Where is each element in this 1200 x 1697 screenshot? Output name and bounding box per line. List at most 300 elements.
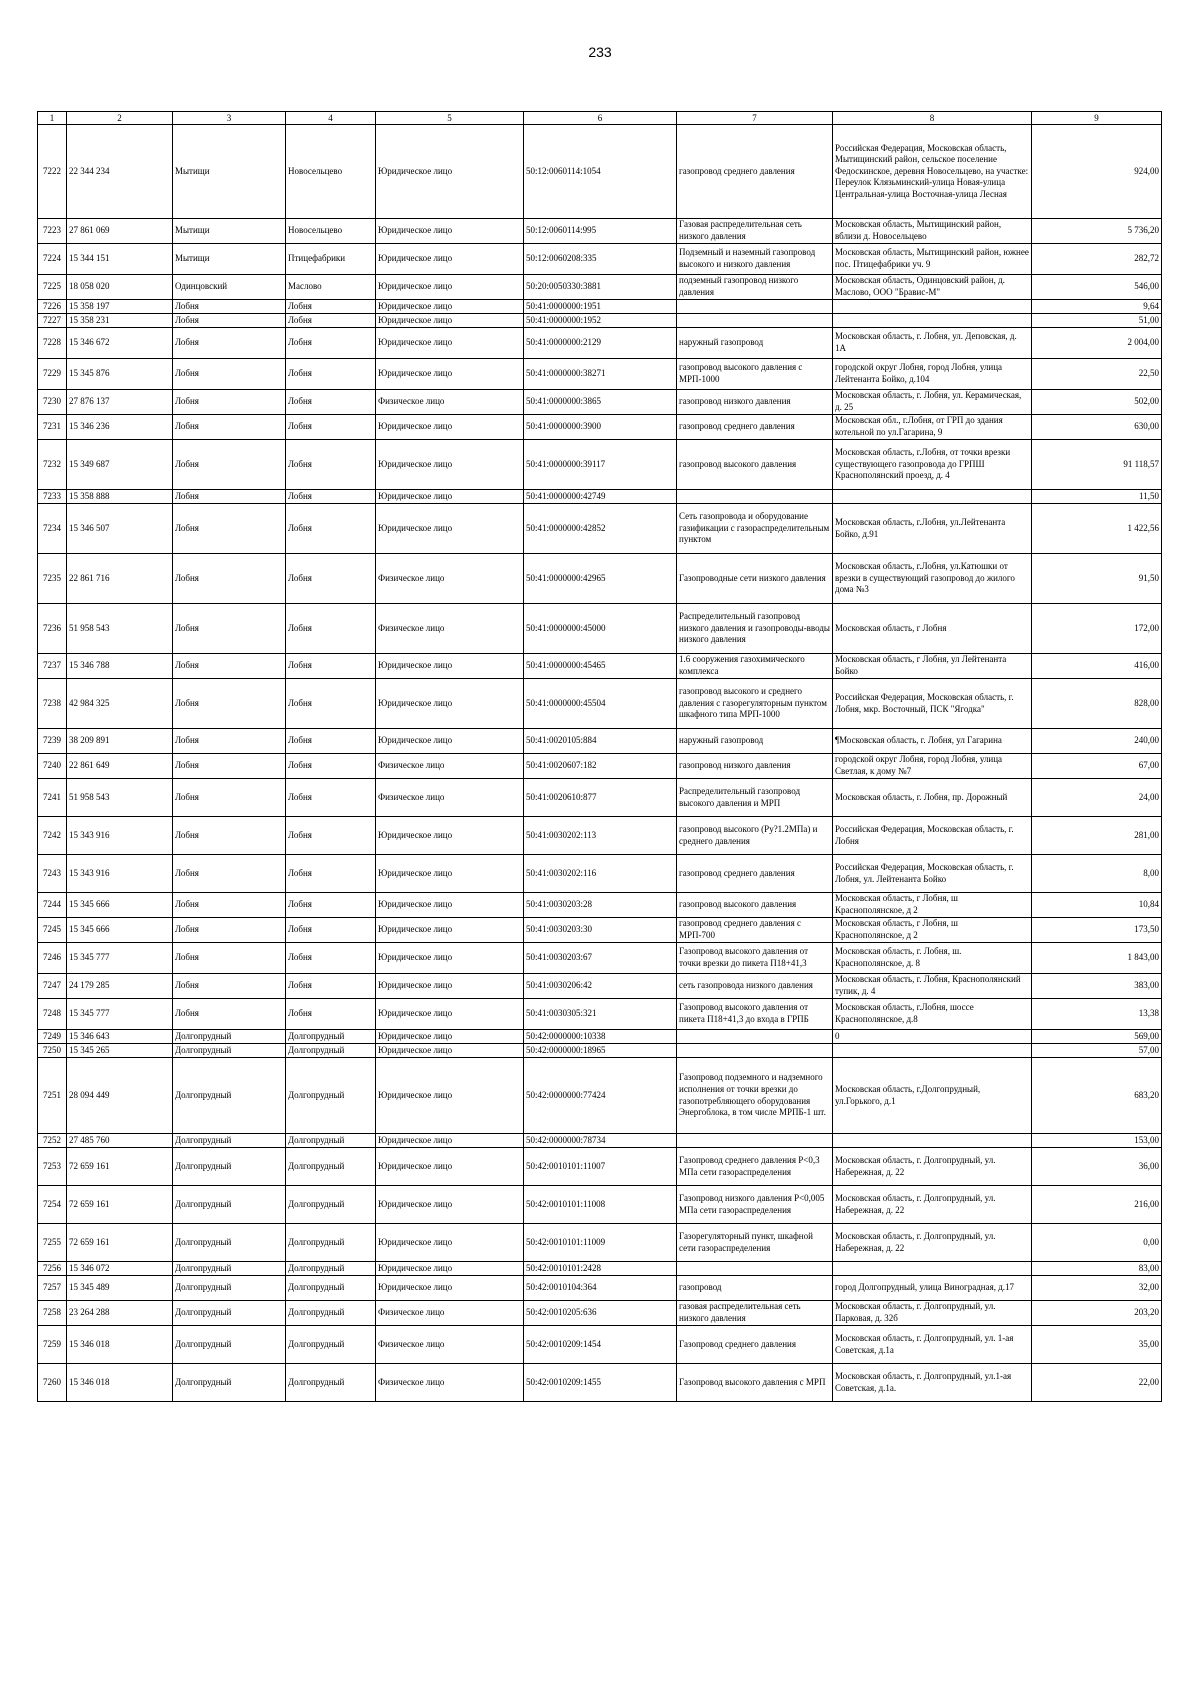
owner-type-cell: Юридическое лицо (376, 125, 524, 219)
value-cell: 203,20 (1032, 1301, 1162, 1326)
cadastral-number-cell: 50:12:0060208:335 (524, 244, 677, 275)
locality-cell: Долгопрудный (286, 1364, 376, 1402)
table-row (38, 1326, 1162, 1364)
cadastral-number-cell: 50:41:0030202:113 (524, 817, 677, 855)
cadastral-number-cell: 50:42:0010104:364 (524, 1276, 677, 1301)
locality-cell: Лобня (286, 604, 376, 654)
address-cell: Московская область, г. Долгопрудный, ул. Набережная, д. 22 (833, 1186, 1032, 1224)
row-number: 7240 (38, 754, 67, 779)
locality-cell: Лобня (286, 999, 376, 1030)
district-cell: Долгопрудный (173, 1224, 286, 1262)
district-cell: Лобня (173, 554, 286, 604)
value-cell: 8,00 (1032, 855, 1162, 893)
cadastral-number-cell: 50:41:0020610:877 (524, 779, 677, 817)
col-header: 6 (524, 112, 677, 125)
district-cell: Мытищи (173, 219, 286, 244)
cadastral-number-cell: 50:41:0000000:42852 (524, 504, 677, 554)
locality-cell: Лобня (286, 359, 376, 390)
code-cell: 15 358 888 (67, 490, 173, 504)
address-cell: Российская Федерация, Московская область, г. Лобня, мкр. Восточный, ПСК "Ягодка" (833, 679, 1032, 729)
code-cell: 15 345 777 (67, 999, 173, 1030)
object-description-cell: Распределительный газопровод высокого давления и МРП (677, 779, 833, 817)
locality-cell: Лобня (286, 490, 376, 504)
object-description-cell: Газовая распределительная сеть низкого давления (677, 219, 833, 244)
table-row (38, 679, 1162, 729)
table-body (38, 125, 1162, 1402)
row-number: 7252 (38, 1134, 67, 1148)
row-number: 7242 (38, 817, 67, 855)
address-cell: Московская область, г Лобня, ш Краснополянское, д 2 (833, 893, 1032, 918)
owner-type-cell: Физическое лицо (376, 390, 524, 415)
value-cell: 11,50 (1032, 490, 1162, 504)
table-row (38, 1058, 1162, 1134)
code-cell: 15 346 236 (67, 415, 173, 440)
code-cell: 72 659 161 (67, 1186, 173, 1224)
cadastral-number-cell: 50:42:0000000:78734 (524, 1134, 677, 1148)
cadastral-number-cell: 50:42:0000000:77424 (524, 1058, 677, 1134)
code-cell: 15 346 643 (67, 1030, 173, 1044)
address-cell: Московская область, г. Лобня, ул. Керамическая, д. 25 (833, 390, 1032, 415)
code-cell: 15 345 876 (67, 359, 173, 390)
col-header: 3 (173, 112, 286, 125)
owner-type-cell: Юридическое лицо (376, 855, 524, 893)
table-row (38, 893, 1162, 918)
district-cell: Лобня (173, 999, 286, 1030)
district-cell: Долгопрудный (173, 1262, 286, 1276)
cadastral-number-cell: 50:41:0000000:1952 (524, 314, 677, 328)
locality-cell: Долгопрудный (286, 1186, 376, 1224)
object-description-cell: сеть газопровода низкого давления (677, 974, 833, 999)
address-cell: городской округ Лобня, город Лобня, улица Лейтенанта Бойко, д.104 (833, 359, 1032, 390)
value-cell: 57,00 (1032, 1044, 1162, 1058)
object-description-cell: Подземный и наземный газопровод высокого и низкого давления (677, 244, 833, 275)
locality-cell: Долгопрудный (286, 1134, 376, 1148)
cadastral-number-cell: 50:42:0010205:636 (524, 1301, 677, 1326)
header-row (38, 112, 1162, 125)
address-cell: Московская область, Мытищинский район, вблизи д. Новосельцево (833, 219, 1032, 244)
locality-cell: Лобня (286, 440, 376, 490)
row-number: 7260 (38, 1364, 67, 1402)
value-cell: 924,00 (1032, 125, 1162, 219)
value-cell: 83,00 (1032, 1262, 1162, 1276)
row-number: 7253 (38, 1148, 67, 1186)
address-cell: Московская область, г. Лобня, Краснополянский тупик, д. 4 (833, 974, 1032, 999)
owner-type-cell: Юридическое лицо (376, 328, 524, 359)
locality-cell: Лобня (286, 554, 376, 604)
address-cell: Московская область, г Лобня, ул Лейтенанта Бойко (833, 654, 1032, 679)
locality-cell: Долгопрудный (286, 1148, 376, 1186)
value-cell: 35,00 (1032, 1326, 1162, 1364)
table-row (38, 1134, 1162, 1148)
table-row (38, 1364, 1162, 1402)
district-cell: Лобня (173, 779, 286, 817)
row-number: 7238 (38, 679, 67, 729)
address-cell: Московская область, Одинцовский район, д. Маслово, ООО "Бравис-М" (833, 275, 1032, 300)
code-cell: 22 861 649 (67, 754, 173, 779)
value-cell: 153,00 (1032, 1134, 1162, 1148)
address-cell: Московская область, г Лобня, ш Краснополянское, д 2 (833, 918, 1032, 943)
table-row (38, 1224, 1162, 1262)
cadastral-number-cell: 50:41:0000000:45465 (524, 654, 677, 679)
code-cell: 72 659 161 (67, 1148, 173, 1186)
owner-type-cell: Юридическое лицо (376, 490, 524, 504)
locality-cell: Лобня (286, 974, 376, 999)
locality-cell: Птицефабрики (286, 244, 376, 275)
owner-type-cell: Юридическое лицо (376, 918, 524, 943)
row-number: 7250 (38, 1044, 67, 1058)
object-description-cell: наружный газопровод (677, 729, 833, 754)
cadastral-number-cell: 50:41:0000000:1951 (524, 300, 677, 314)
district-cell: Лобня (173, 359, 286, 390)
owner-type-cell: Юридическое лицо (376, 244, 524, 275)
table-row (38, 219, 1162, 244)
locality-cell: Долгопрудный (286, 1044, 376, 1058)
address-cell: Московская область, г. Долгопрудный, ул. Набережная, д. 22 (833, 1148, 1032, 1186)
row-number: 7254 (38, 1186, 67, 1224)
object-description-cell: Газопровод высокого давления от пикета П18+41,3 до входа в ГРПБ (677, 999, 833, 1030)
table-row (38, 817, 1162, 855)
value-cell: 13,38 (1032, 999, 1162, 1030)
code-cell: 27 861 069 (67, 219, 173, 244)
code-cell: 15 349 687 (67, 440, 173, 490)
owner-type-cell: Физическое лицо (376, 1301, 524, 1326)
address-cell: город Долгопрудный, улица Виноградная, д.17 (833, 1276, 1032, 1301)
row-number: 7259 (38, 1326, 67, 1364)
owner-type-cell: Юридическое лицо (376, 314, 524, 328)
table-row (38, 490, 1162, 504)
cadastral-number-cell: 50:41:0030203:67 (524, 943, 677, 974)
value-cell: 22,00 (1032, 1364, 1162, 1402)
cadastral-number-cell: 50:42:0010101:11008 (524, 1186, 677, 1224)
district-cell: Долгопрудный (173, 1134, 286, 1148)
value-cell: 24,00 (1032, 779, 1162, 817)
district-cell: Долгопрудный (173, 1044, 286, 1058)
row-number: 7249 (38, 1030, 67, 1044)
district-cell: Лобня (173, 918, 286, 943)
value-cell: 173,50 (1032, 918, 1162, 943)
object-description-cell: подземный газопровод низкого давления (677, 275, 833, 300)
locality-cell: Лобня (286, 943, 376, 974)
registry-table (37, 111, 1162, 1402)
district-cell: Долгопрудный (173, 1301, 286, 1326)
district-cell: Лобня (173, 974, 286, 999)
col-header: 7 (677, 112, 833, 125)
table-row (38, 855, 1162, 893)
row-number: 7246 (38, 943, 67, 974)
cadastral-number-cell: 50:41:0000000:39117 (524, 440, 677, 490)
object-description-cell: газопровод высокого давления (677, 893, 833, 918)
row-number: 7237 (38, 654, 67, 679)
value-cell: 36,00 (1032, 1148, 1162, 1186)
address-cell: ¶Московская область, г. Лобня, ул Гагарина (833, 729, 1032, 754)
object-description-cell: Газопровод низкого давления Р<0,005 МПа сети газораспределения (677, 1186, 833, 1224)
object-description-cell (677, 300, 833, 314)
address-cell: Московская обл., г.Лобня, от ГРП до здания котельной по ул.Гагарина, 9 (833, 415, 1032, 440)
locality-cell: Долгопрудный (286, 1326, 376, 1364)
code-cell: 15 345 666 (67, 918, 173, 943)
owner-type-cell: Юридическое лицо (376, 1044, 524, 1058)
code-cell: 15 358 197 (67, 300, 173, 314)
col-header: 8 (833, 112, 1032, 125)
cadastral-number-cell: 50:41:0000000:45000 (524, 604, 677, 654)
cadastral-number-cell: 50:12:0060114:1054 (524, 125, 677, 219)
table-row (38, 1276, 1162, 1301)
value-cell: 1 422,56 (1032, 504, 1162, 554)
owner-type-cell: Физическое лицо (376, 779, 524, 817)
cadastral-number-cell: 50:41:0030203:30 (524, 918, 677, 943)
object-description-cell: газопровод (677, 1276, 833, 1301)
row-number: 7256 (38, 1262, 67, 1276)
address-cell (833, 1262, 1032, 1276)
object-description-cell (677, 1044, 833, 1058)
address-cell: Российская Федерация, Московская область, г. Лобня, ул. Лейтенанта Бойко (833, 855, 1032, 893)
address-cell: Московская область, г.Лобня, шоссе Краснополянское, д.8 (833, 999, 1032, 1030)
locality-cell: Долгопрудный (286, 1262, 376, 1276)
locality-cell: Лобня (286, 918, 376, 943)
address-cell (833, 314, 1032, 328)
object-description-cell: Распределительный газопровод низкого давления и газопроводы-вводы низкого давления (677, 604, 833, 654)
table-row (38, 125, 1162, 219)
row-number: 7241 (38, 779, 67, 817)
row-number: 7247 (38, 974, 67, 999)
address-cell: Московская область, г. Долгопрудный, ул. Набережная, д. 22 (833, 1224, 1032, 1262)
owner-type-cell: Юридическое лицо (376, 679, 524, 729)
owner-type-cell: Физическое лицо (376, 554, 524, 604)
locality-cell: Лобня (286, 504, 376, 554)
cadastral-number-cell: 50:42:0010101:11009 (524, 1224, 677, 1262)
district-cell: Лобня (173, 300, 286, 314)
value-cell: 172,00 (1032, 604, 1162, 654)
owner-type-cell: Юридическое лицо (376, 654, 524, 679)
row-number: 7255 (38, 1224, 67, 1262)
owner-type-cell: Юридическое лицо (376, 1276, 524, 1301)
object-description-cell: Газорегуляторный пункт, шкафной сети газораспределения (677, 1224, 833, 1262)
code-cell: 15 346 788 (67, 654, 173, 679)
table-row (38, 415, 1162, 440)
row-number: 7235 (38, 554, 67, 604)
code-cell: 22 861 716 (67, 554, 173, 604)
value-cell: 383,00 (1032, 974, 1162, 999)
table-row (38, 440, 1162, 490)
locality-cell: Лобня (286, 300, 376, 314)
object-description-cell: газопровод среднего давления (677, 125, 833, 219)
value-cell: 828,00 (1032, 679, 1162, 729)
locality-cell: Долгопрудный (286, 1301, 376, 1326)
value-cell: 281,00 (1032, 817, 1162, 855)
value-cell: 0,00 (1032, 1224, 1162, 1262)
district-cell: Лобня (173, 415, 286, 440)
code-cell: 15 346 018 (67, 1364, 173, 1402)
cadastral-number-cell: 50:41:0020105:884 (524, 729, 677, 754)
district-cell: Долгопрудный (173, 1058, 286, 1134)
address-cell: Московская область, г. Долгопрудный, ул. 1-ая Советская, д.1а (833, 1326, 1032, 1364)
object-description-cell: Газопроводные сети низкого давления (677, 554, 833, 604)
locality-cell: Лобня (286, 654, 376, 679)
locality-cell: Новосельцево (286, 125, 376, 219)
row-number: 7258 (38, 1301, 67, 1326)
object-description-cell: газопровод среднего давления (677, 855, 833, 893)
address-cell: 0 (833, 1030, 1032, 1044)
value-cell: 5 736,20 (1032, 219, 1162, 244)
locality-cell: Долгопрудный (286, 1224, 376, 1262)
district-cell: Мытищи (173, 125, 286, 219)
address-cell: Московская область, г. Лобня, пр. Дорожный (833, 779, 1032, 817)
table-row (38, 390, 1162, 415)
owner-type-cell: Юридическое лицо (376, 1058, 524, 1134)
table-row (38, 504, 1162, 554)
district-cell: Лобня (173, 754, 286, 779)
owner-type-cell: Физическое лицо (376, 754, 524, 779)
table-row (38, 729, 1162, 754)
object-description-cell: Газопровод высокого давления от точки врезки до пикета П18+41,3 (677, 943, 833, 974)
object-description-cell: газопровод высокого (Ру?1.2МПа) и среднего давления (677, 817, 833, 855)
address-cell (833, 1044, 1032, 1058)
row-number: 7257 (38, 1276, 67, 1301)
table-row (38, 654, 1162, 679)
address-cell: Московская область, г. Лобня, ш. Краснополянское, д. 8 (833, 943, 1032, 974)
district-cell: Лобня (173, 855, 286, 893)
owner-type-cell: Юридическое лицо (376, 974, 524, 999)
owner-type-cell: Юридическое лицо (376, 893, 524, 918)
row-number: 7234 (38, 504, 67, 554)
district-cell: Долгопрудный (173, 1148, 286, 1186)
address-cell: Российская Федерация, Московская область, Мытищинский район, сельское поселение Федоскинское, деревня Новосельцево, на участке: Переулок Клязьминский-улица Новая-улица Центральная-улица Восточная-улица Лесная (833, 125, 1032, 219)
row-number: 7228 (38, 328, 67, 359)
cadastral-number-cell: 50:41:0020607:182 (524, 754, 677, 779)
table-row (38, 275, 1162, 300)
owner-type-cell: Юридическое лицо (376, 1262, 524, 1276)
table-row (38, 918, 1162, 943)
object-description-cell (677, 1030, 833, 1044)
locality-cell: Лобня (286, 679, 376, 729)
value-cell: 91,50 (1032, 554, 1162, 604)
owner-type-cell: Юридическое лицо (376, 440, 524, 490)
table-row (38, 943, 1162, 974)
cadastral-number-cell: 50:42:0010101:2428 (524, 1262, 677, 1276)
locality-cell: Долгопрудный (286, 1276, 376, 1301)
value-cell: 10,84 (1032, 893, 1162, 918)
code-cell: 15 358 231 (67, 314, 173, 328)
object-description-cell: 1.6 сооружения газохимического комплекса (677, 654, 833, 679)
code-cell: 28 094 449 (67, 1058, 173, 1134)
district-cell: Лобня (173, 729, 286, 754)
code-cell: 51 958 543 (67, 604, 173, 654)
owner-type-cell: Физическое лицо (376, 1364, 524, 1402)
locality-cell: Лобня (286, 779, 376, 817)
table-row (38, 974, 1162, 999)
value-cell: 9,64 (1032, 300, 1162, 314)
cadastral-number-cell: 50:20:0050330:3881 (524, 275, 677, 300)
district-cell: Долгопрудный (173, 1276, 286, 1301)
object-description-cell: газопровод среднего давления (677, 415, 833, 440)
col-header: 2 (67, 112, 173, 125)
table-row (38, 604, 1162, 654)
cadastral-number-cell: 50:41:0030206:42 (524, 974, 677, 999)
district-cell: Лобня (173, 314, 286, 328)
locality-cell: Долгопрудный (286, 1030, 376, 1044)
value-cell: 282,72 (1032, 244, 1162, 275)
table-row (38, 328, 1162, 359)
table-row (38, 1301, 1162, 1326)
value-cell: 1 843,00 (1032, 943, 1162, 974)
locality-cell: Лобня (286, 390, 376, 415)
cadastral-number-cell: 50:41:0000000:3900 (524, 415, 677, 440)
value-cell: 216,00 (1032, 1186, 1162, 1224)
owner-type-cell: Юридическое лицо (376, 219, 524, 244)
cadastral-number-cell: 50:42:0010209:1455 (524, 1364, 677, 1402)
table-row (38, 1148, 1162, 1186)
district-cell: Одинцовский (173, 275, 286, 300)
row-number: 7225 (38, 275, 67, 300)
code-cell: 15 345 265 (67, 1044, 173, 1058)
table-row (38, 314, 1162, 328)
address-cell: Московская область, г Лобня (833, 604, 1032, 654)
locality-cell: Долгопрудный (286, 1058, 376, 1134)
table-row (38, 999, 1162, 1030)
owner-type-cell: Юридическое лицо (376, 275, 524, 300)
col-header: 4 (286, 112, 376, 125)
value-cell: 240,00 (1032, 729, 1162, 754)
row-number: 7248 (38, 999, 67, 1030)
owner-type-cell: Юридическое лицо (376, 359, 524, 390)
locality-cell: Лобня (286, 415, 376, 440)
row-number: 7236 (38, 604, 67, 654)
value-cell: 630,00 (1032, 415, 1162, 440)
object-description-cell: Газопровод среднего давления (677, 1326, 833, 1364)
table-row (38, 359, 1162, 390)
value-cell: 67,00 (1032, 754, 1162, 779)
row-number: 7245 (38, 918, 67, 943)
table-row (38, 754, 1162, 779)
locality-cell: Лобня (286, 817, 376, 855)
cadastral-number-cell: 50:41:0000000:2129 (524, 328, 677, 359)
code-cell: 42 984 325 (67, 679, 173, 729)
owner-type-cell: Юридическое лицо (376, 729, 524, 754)
address-cell: Московская область, г. Долгопрудный, ул. Парковая, д. 32б (833, 1301, 1032, 1326)
owner-type-cell: Юридическое лицо (376, 415, 524, 440)
code-cell: 27 485 760 (67, 1134, 173, 1148)
code-cell: 15 343 916 (67, 817, 173, 855)
cadastral-number-cell: 50:42:0000000:18965 (524, 1044, 677, 1058)
address-cell: Московская область, г.Лобня, ул.Катюшки от врезки в существующий газопровод до жилого дома №3 (833, 554, 1032, 604)
table-row (38, 244, 1162, 275)
object-description-cell: Газопровод среднего давления Р<0,3 МПа сети газораспределения (677, 1148, 833, 1186)
value-cell: 32,00 (1032, 1276, 1162, 1301)
value-cell: 91 118,57 (1032, 440, 1162, 490)
row-number: 7227 (38, 314, 67, 328)
object-description-cell: газопровод высокого и среднего давления с газорегуляторным пунктом шкафного типа МРП-1000 (677, 679, 833, 729)
object-description-cell: газопровод среднего давления с МРП-700 (677, 918, 833, 943)
object-description-cell: газопровод высокого давления (677, 440, 833, 490)
table-row (38, 1186, 1162, 1224)
owner-type-cell: Юридическое лицо (376, 504, 524, 554)
table-row (38, 300, 1162, 314)
locality-cell: Лобня (286, 314, 376, 328)
object-description-cell: газопровод низкого давления (677, 390, 833, 415)
owner-type-cell: Юридическое лицо (376, 817, 524, 855)
district-cell: Долгопрудный (173, 1186, 286, 1224)
cadastral-number-cell: 50:41:0000000:42965 (524, 554, 677, 604)
object-description-cell: Газопровод высокого давления с МРП (677, 1364, 833, 1402)
locality-cell: Лобня (286, 893, 376, 918)
table-row (38, 779, 1162, 817)
col-header: 1 (38, 112, 67, 125)
cadastral-number-cell: 50:41:0000000:42749 (524, 490, 677, 504)
table-row (38, 1262, 1162, 1276)
owner-type-cell: Физическое лицо (376, 1326, 524, 1364)
district-cell: Лобня (173, 679, 286, 729)
object-description-cell (677, 314, 833, 328)
